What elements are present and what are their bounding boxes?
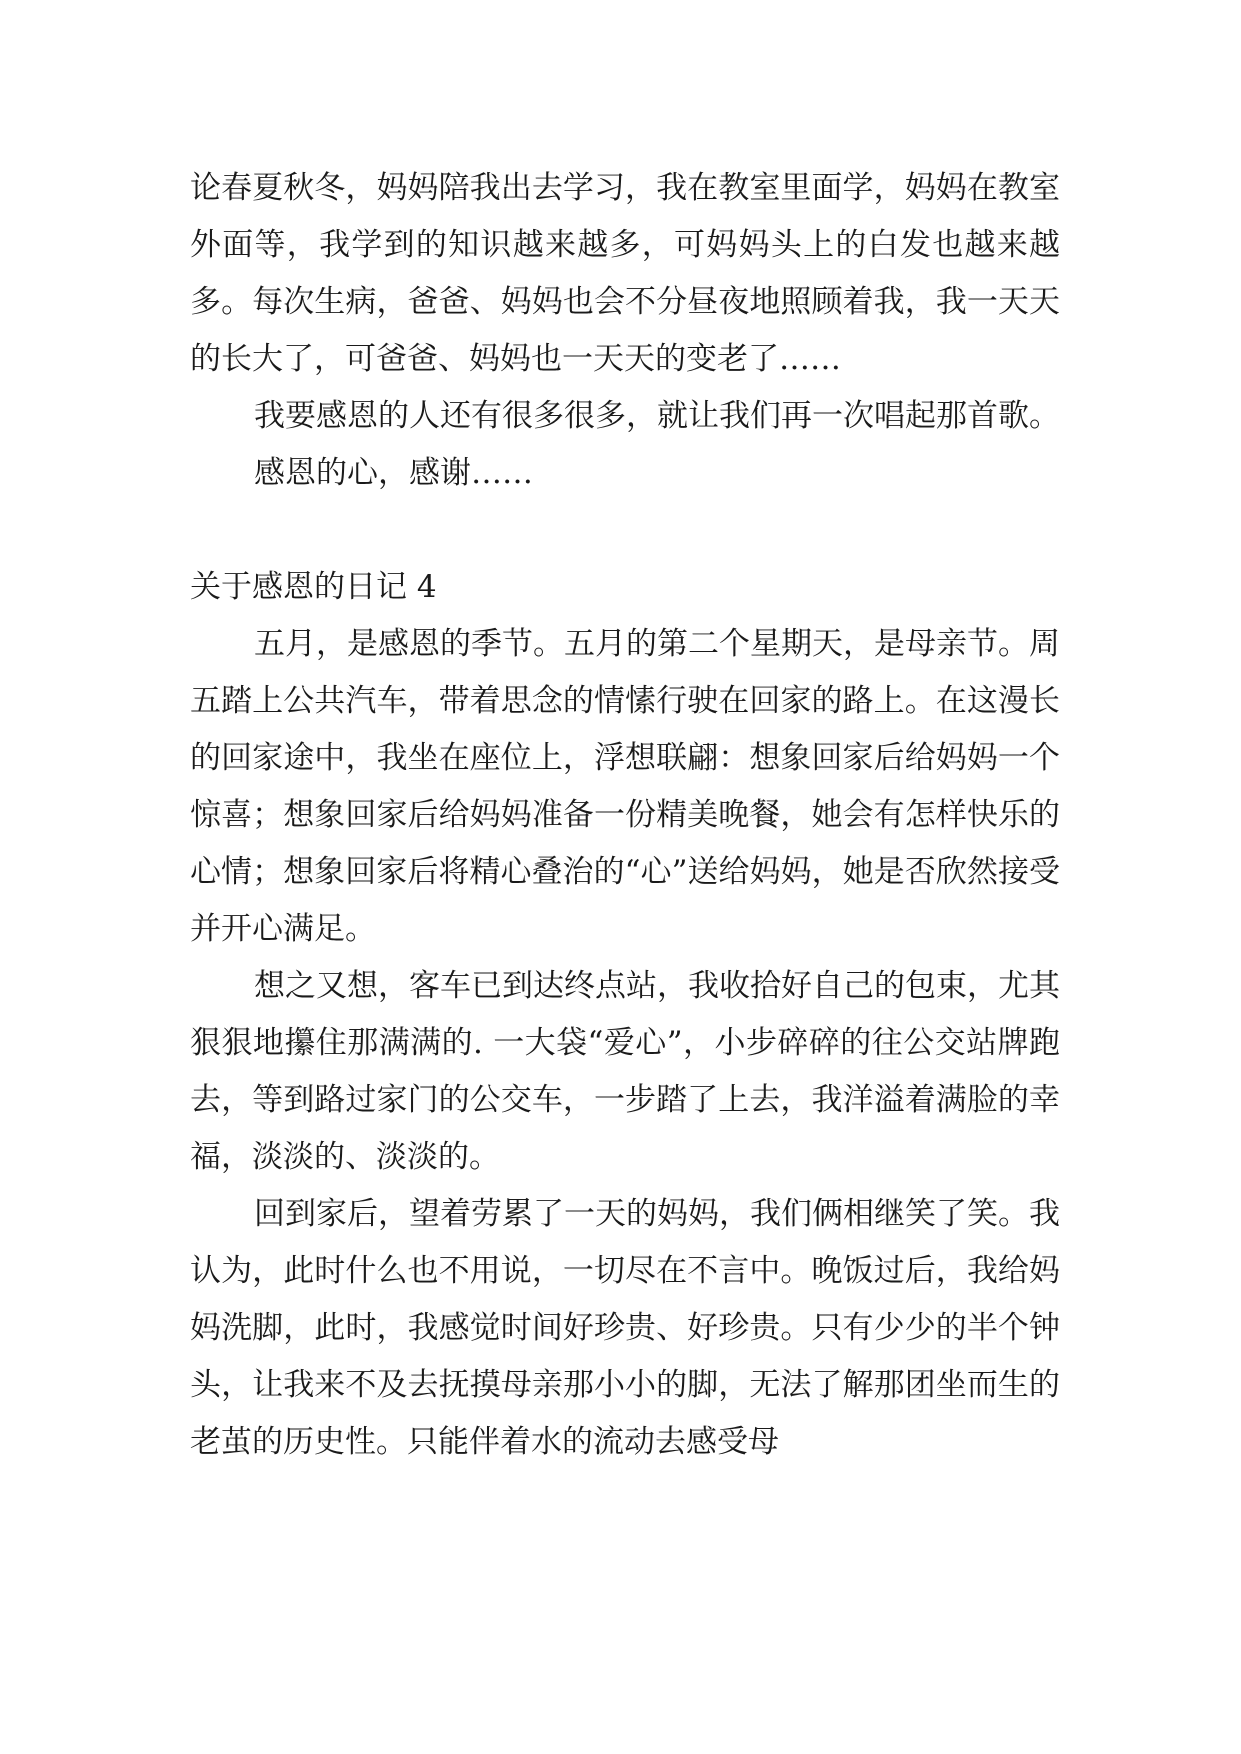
paragraph: 我要感恩的人还有很多很多，就让我们再一次唱起那首歌。 <box>254 398 1060 434</box>
paragraph: 回到家后，望着劳累了一天的妈妈，我们俩相继笑了笑。我认为，此时什么也不用说，一切尽在不言中。晚饭过后，我给妈妈洗脚，此时，我感觉时间好珍贵、好珍贵。只有少少的半个钟头，让我来不及去抚摸母亲那小小的脚，无法了解那团坐而生的老茧的历史性。只能伴着水的流动去感受母 <box>190 1196 1060 1460</box>
paragraph-continued: 论春夏秋冬，妈妈陪我出去学习，我在教室里面学，妈妈在教室外面等，我学到的知识越来越多，可妈妈头上的白发也越来越多。每次生病，爸爸、妈妈也会不分昼夜地照顾着我，我一天天的长大了，可爸爸、妈妈也一天天的变老了…… <box>190 170 1060 377</box>
paragraph: 感恩的心，感谢…… <box>254 455 533 491</box>
paragraph: 五月，是感恩的季节。五月的第二个星期天，是母亲节。周五踏上公共汽车，带着思念的情愫行驶在回家的路上。在这漫长的回家途中，我坐在座位上，浮想联翩：想象回家后给妈妈一个惊喜；想象回家后给妈妈准备一份精美晚餐，她会有怎样快乐的心情；想象回家后将精心叠治的“心”送给妈妈，她是否欣然接受并开心满足。 <box>190 626 1060 947</box>
section-heading: 关于感恩的日记 4 <box>190 569 437 605</box>
document-body <box>190 160 1060 1471</box>
paragraph: 想之又想，客车已到达终点站，我收拾好自己的包束，尤其狠狠地攥住那满满的. 一大袋“爱心”，小步碎碎的往公交站牌跑去，等到路过家门的公交车，一步踏了上去，我洋溢着满脸的幸福，淡淡的、淡淡的。 <box>190 968 1060 1175</box>
